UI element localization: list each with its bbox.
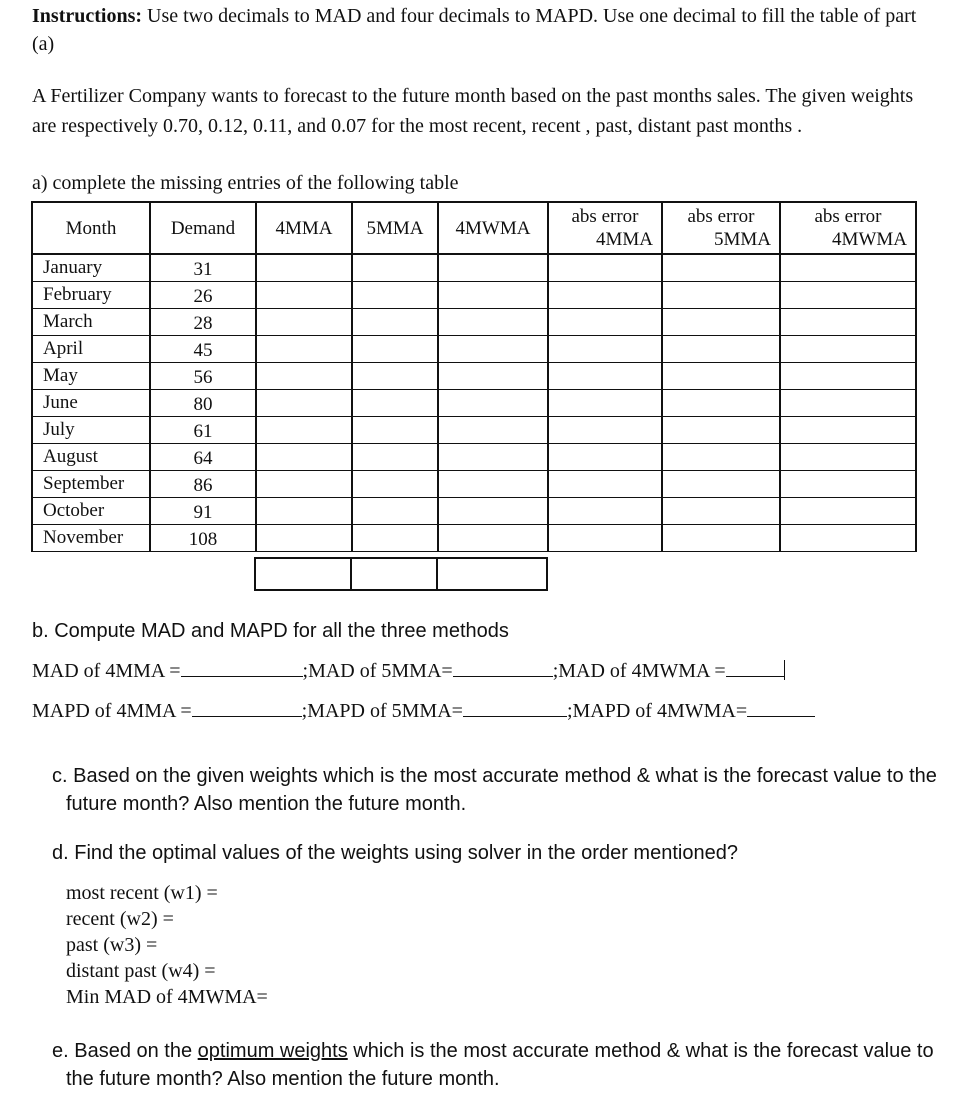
- demand-cell: 61: [150, 417, 256, 444]
- mad-5mma-label: ;MAD of 5MMA=: [302, 660, 453, 682]
- abs-error-5mma-cell[interactable]: [662, 309, 780, 336]
- month-cell: November: [32, 525, 150, 552]
- abs-error-4mma-cell[interactable]: [548, 471, 662, 498]
- abs-error-4mwma-cell[interactable]: [780, 444, 916, 471]
- mapd-4mwma-label: ;MAPD of 4MWMA=: [566, 700, 748, 722]
- 5mma-cell[interactable]: [352, 525, 438, 552]
- 4mwma-cell[interactable]: [438, 282, 548, 309]
- month-cell: May: [32, 363, 150, 390]
- part-e-prefix: e. Based on the: [52, 1040, 198, 1062]
- header-abs-error-method: 4MMA: [595, 229, 653, 250]
- abs-error-5mma-cell[interactable]: [662, 254, 780, 282]
- abs-error-4mma-cell[interactable]: [548, 498, 662, 525]
- weight-w2-label: recent (w2) =: [66, 908, 174, 930]
- part-a-heading: a) complete the missing entries of the following table: [32, 172, 459, 194]
- month-cell: October: [32, 498, 150, 525]
- demand-cell: 80: [150, 390, 256, 417]
- abs-error-4mwma-cell[interactable]: [780, 525, 916, 552]
- part-e-underlined: optimum weights: [197, 1040, 348, 1062]
- abs-error-4mma-cell[interactable]: [548, 254, 662, 282]
- abs-error-4mwma-cell[interactable]: [780, 254, 916, 282]
- extra-row-table: [254, 557, 548, 591]
- mapd-row: [32, 698, 815, 723]
- 4mwma-cell[interactable]: [438, 444, 548, 471]
- abs-error-4mma-cell[interactable]: [548, 390, 662, 417]
- weight-w1-label: most recent (w1) =: [66, 882, 218, 904]
- mad-4mma-blank[interactable]: [181, 658, 303, 677]
- weights-list: [66, 880, 268, 1010]
- abs-error-4mwma-cell[interactable]: [780, 309, 916, 336]
- abs-error-5mma-cell[interactable]: [662, 444, 780, 471]
- abs-error-5mma-cell[interactable]: [662, 525, 780, 552]
- 5mma-cell[interactable]: [352, 363, 438, 390]
- 5mma-cell[interactable]: [352, 471, 438, 498]
- abs-error-5mma-cell[interactable]: [662, 498, 780, 525]
- 4mwma-cell[interactable]: [438, 363, 548, 390]
- table-header-row: [32, 202, 916, 254]
- header-4mma: 4MMA: [256, 202, 352, 254]
- 4mwma-cell[interactable]: [438, 471, 548, 498]
- abs-error-5mma-cell[interactable]: [662, 390, 780, 417]
- 5mma-cell[interactable]: [352, 498, 438, 525]
- part-d-heading: d. Find the optimal values of the weights using solver in the order mentioned?: [52, 842, 738, 864]
- 4mma-cell[interactable]: [256, 336, 352, 363]
- forecast-table: [31, 201, 917, 552]
- abs-error-4mwma-cell[interactable]: [780, 336, 916, 363]
- abs-error-4mma-cell[interactable]: [548, 282, 662, 309]
- month-cell: July: [32, 417, 150, 444]
- mad-4mma-label: MAD of 4MMA =: [32, 660, 181, 682]
- month-cell: June: [32, 390, 150, 417]
- demand-cell: 64: [150, 444, 256, 471]
- 4mma-cell[interactable]: [256, 309, 352, 336]
- demand-cell: 56: [150, 363, 256, 390]
- header-abs-error-4mwma: [780, 202, 916, 254]
- part-e-suffix: which is the most accurate method & what is the forecast value to the future month? Also mention the future month.: [66, 1040, 934, 1090]
- 4mwma-cell[interactable]: [438, 254, 548, 282]
- mapd-4mma-blank[interactable]: [192, 698, 302, 717]
- 4mwma-cell[interactable]: [438, 390, 548, 417]
- 4mma-cell[interactable]: [256, 498, 352, 525]
- table-row: [32, 390, 916, 417]
- month-cell: March: [32, 309, 150, 336]
- table-row: [32, 363, 916, 390]
- 4mma-cell[interactable]: [256, 525, 352, 552]
- mapd-4mwma-blank[interactable]: [747, 698, 815, 717]
- header-abs-error-label: abs error: [687, 206, 755, 227]
- abs-error-4mwma-cell[interactable]: [780, 498, 916, 525]
- demand-cell: 31: [150, 254, 256, 282]
- demand-cell: 108: [150, 525, 256, 552]
- header-abs-error-method: 5MMA: [713, 229, 771, 250]
- table-row: [32, 254, 916, 282]
- 4mma-cell[interactable]: [256, 282, 352, 309]
- month-cell: September: [32, 471, 150, 498]
- demand-cell: 86: [150, 471, 256, 498]
- abs-error-4mma-cell[interactable]: [548, 444, 662, 471]
- 4mwma-cell[interactable]: [438, 309, 548, 336]
- 5mma-cell[interactable]: [352, 417, 438, 444]
- part-c-question: c. Based on the given weights which is the most accurate method & what is the forecast value to the future month? Also mention the future month.: [52, 765, 937, 815]
- part-b-heading: b. Compute MAD and MAPD for all the three methods: [32, 620, 509, 642]
- mapd-4mma-label: MAPD of 4MMA =: [32, 700, 192, 722]
- 5mma-cell[interactable]: [352, 336, 438, 363]
- header-5mma: 5MMA: [352, 202, 438, 254]
- header-abs-error-label: abs error: [814, 206, 882, 227]
- table-row: [32, 471, 916, 498]
- forecast-row: [255, 558, 547, 590]
- abs-error-5mma-cell[interactable]: [662, 471, 780, 498]
- table-row: [32, 444, 916, 471]
- abs-error-4mwma-cell[interactable]: [780, 390, 916, 417]
- 5mma-cell[interactable]: [352, 390, 438, 417]
- demand-cell: 28: [150, 309, 256, 336]
- header-4mwma: 4MWMA: [438, 202, 548, 254]
- abs-error-4mma-cell[interactable]: [548, 417, 662, 444]
- 4mma-cell[interactable]: [256, 471, 352, 498]
- 4mwma-cell[interactable]: [438, 525, 548, 552]
- abs-error-5mma-cell[interactable]: [662, 417, 780, 444]
- instructions-label: Instructions:: [32, 5, 143, 27]
- demand-cell: 45: [150, 336, 256, 363]
- 4mwma-cell[interactable]: [438, 336, 548, 363]
- weight-w4-label: distant past (w4) =: [66, 960, 216, 982]
- 4mma-cell[interactable]: [256, 363, 352, 390]
- mad-4mwma-blank[interactable]: [726, 658, 784, 677]
- empty-cell[interactable]: [351, 558, 437, 590]
- abs-error-4mma-cell[interactable]: [548, 363, 662, 390]
- empty-cell[interactable]: [437, 558, 547, 590]
- 5mma-cell[interactable]: [352, 444, 438, 471]
- mad-row: [32, 658, 785, 683]
- 4mwma-cell[interactable]: [438, 498, 548, 525]
- abs-error-5mma-cell[interactable]: [662, 336, 780, 363]
- mapd-5mma-blank[interactable]: [463, 698, 567, 717]
- mad-4mwma-label: ;MAD of 4MWMA =: [552, 660, 726, 682]
- header-abs-error-4mma: [548, 202, 662, 254]
- month-cell: January: [32, 254, 150, 282]
- part-e-question: [52, 1037, 946, 1093]
- table-row: [32, 498, 916, 525]
- abs-error-4mwma-cell[interactable]: [780, 363, 916, 390]
- min-mad-label: Min MAD of 4MWMA=: [66, 986, 268, 1008]
- abs-error-4mwma-cell[interactable]: [780, 471, 916, 498]
- 4mma-cell[interactable]: [256, 444, 352, 471]
- month-cell: August: [32, 444, 150, 471]
- 4mma-cell[interactable]: [256, 390, 352, 417]
- instructions-text: Use two decimals to MAD and four decimals to MAPD. Use one decimal to fill the table of part (a): [32, 5, 917, 55]
- mapd-5mma-label: ;MAPD of 5MMA=: [301, 700, 463, 722]
- table-row: [32, 336, 916, 363]
- header-month: Month: [32, 202, 150, 254]
- month-cell: April: [32, 336, 150, 363]
- abs-error-4mwma-cell[interactable]: [780, 417, 916, 444]
- abs-error-4mwma-cell[interactable]: [780, 282, 916, 309]
- 5mma-cell[interactable]: [352, 282, 438, 309]
- abs-error-5mma-cell[interactable]: [662, 363, 780, 390]
- header-abs-error-method: 4MWMA: [832, 229, 907, 250]
- instructions: [32, 2, 932, 58]
- table-row: [32, 309, 916, 336]
- empty-cell[interactable]: [255, 558, 351, 590]
- problem-statement: A Fertilizer Company wants to forecast to the future month based on the past months sales. The given weights are respectively 0.70, 0.12, 0.11, and 0.07 for the most recent, recent , past, distant past months .: [32, 85, 914, 137]
- table-row: [32, 417, 916, 444]
- text-cursor: [784, 660, 786, 680]
- abs-error-4mma-cell[interactable]: [548, 525, 662, 552]
- mad-5mma-blank[interactable]: [453, 658, 553, 677]
- header-demand: Demand: [150, 202, 256, 254]
- 4mma-cell[interactable]: [256, 254, 352, 282]
- 5mma-cell[interactable]: [352, 309, 438, 336]
- 5mma-cell[interactable]: [352, 254, 438, 282]
- 4mma-cell[interactable]: [256, 417, 352, 444]
- header-abs-error-5mma: [662, 202, 780, 254]
- weight-w3-label: past (w3) =: [66, 934, 158, 956]
- header-abs-error-label: abs error: [571, 206, 639, 227]
- demand-cell: 26: [150, 282, 256, 309]
- abs-error-5mma-cell[interactable]: [662, 282, 780, 309]
- abs-error-4mma-cell[interactable]: [548, 336, 662, 363]
- abs-error-4mma-cell[interactable]: [548, 309, 662, 336]
- demand-cell: 91: [150, 498, 256, 525]
- 4mwma-cell[interactable]: [438, 417, 548, 444]
- month-cell: February: [32, 282, 150, 309]
- table-row: [32, 282, 916, 309]
- table-row: [32, 525, 916, 552]
